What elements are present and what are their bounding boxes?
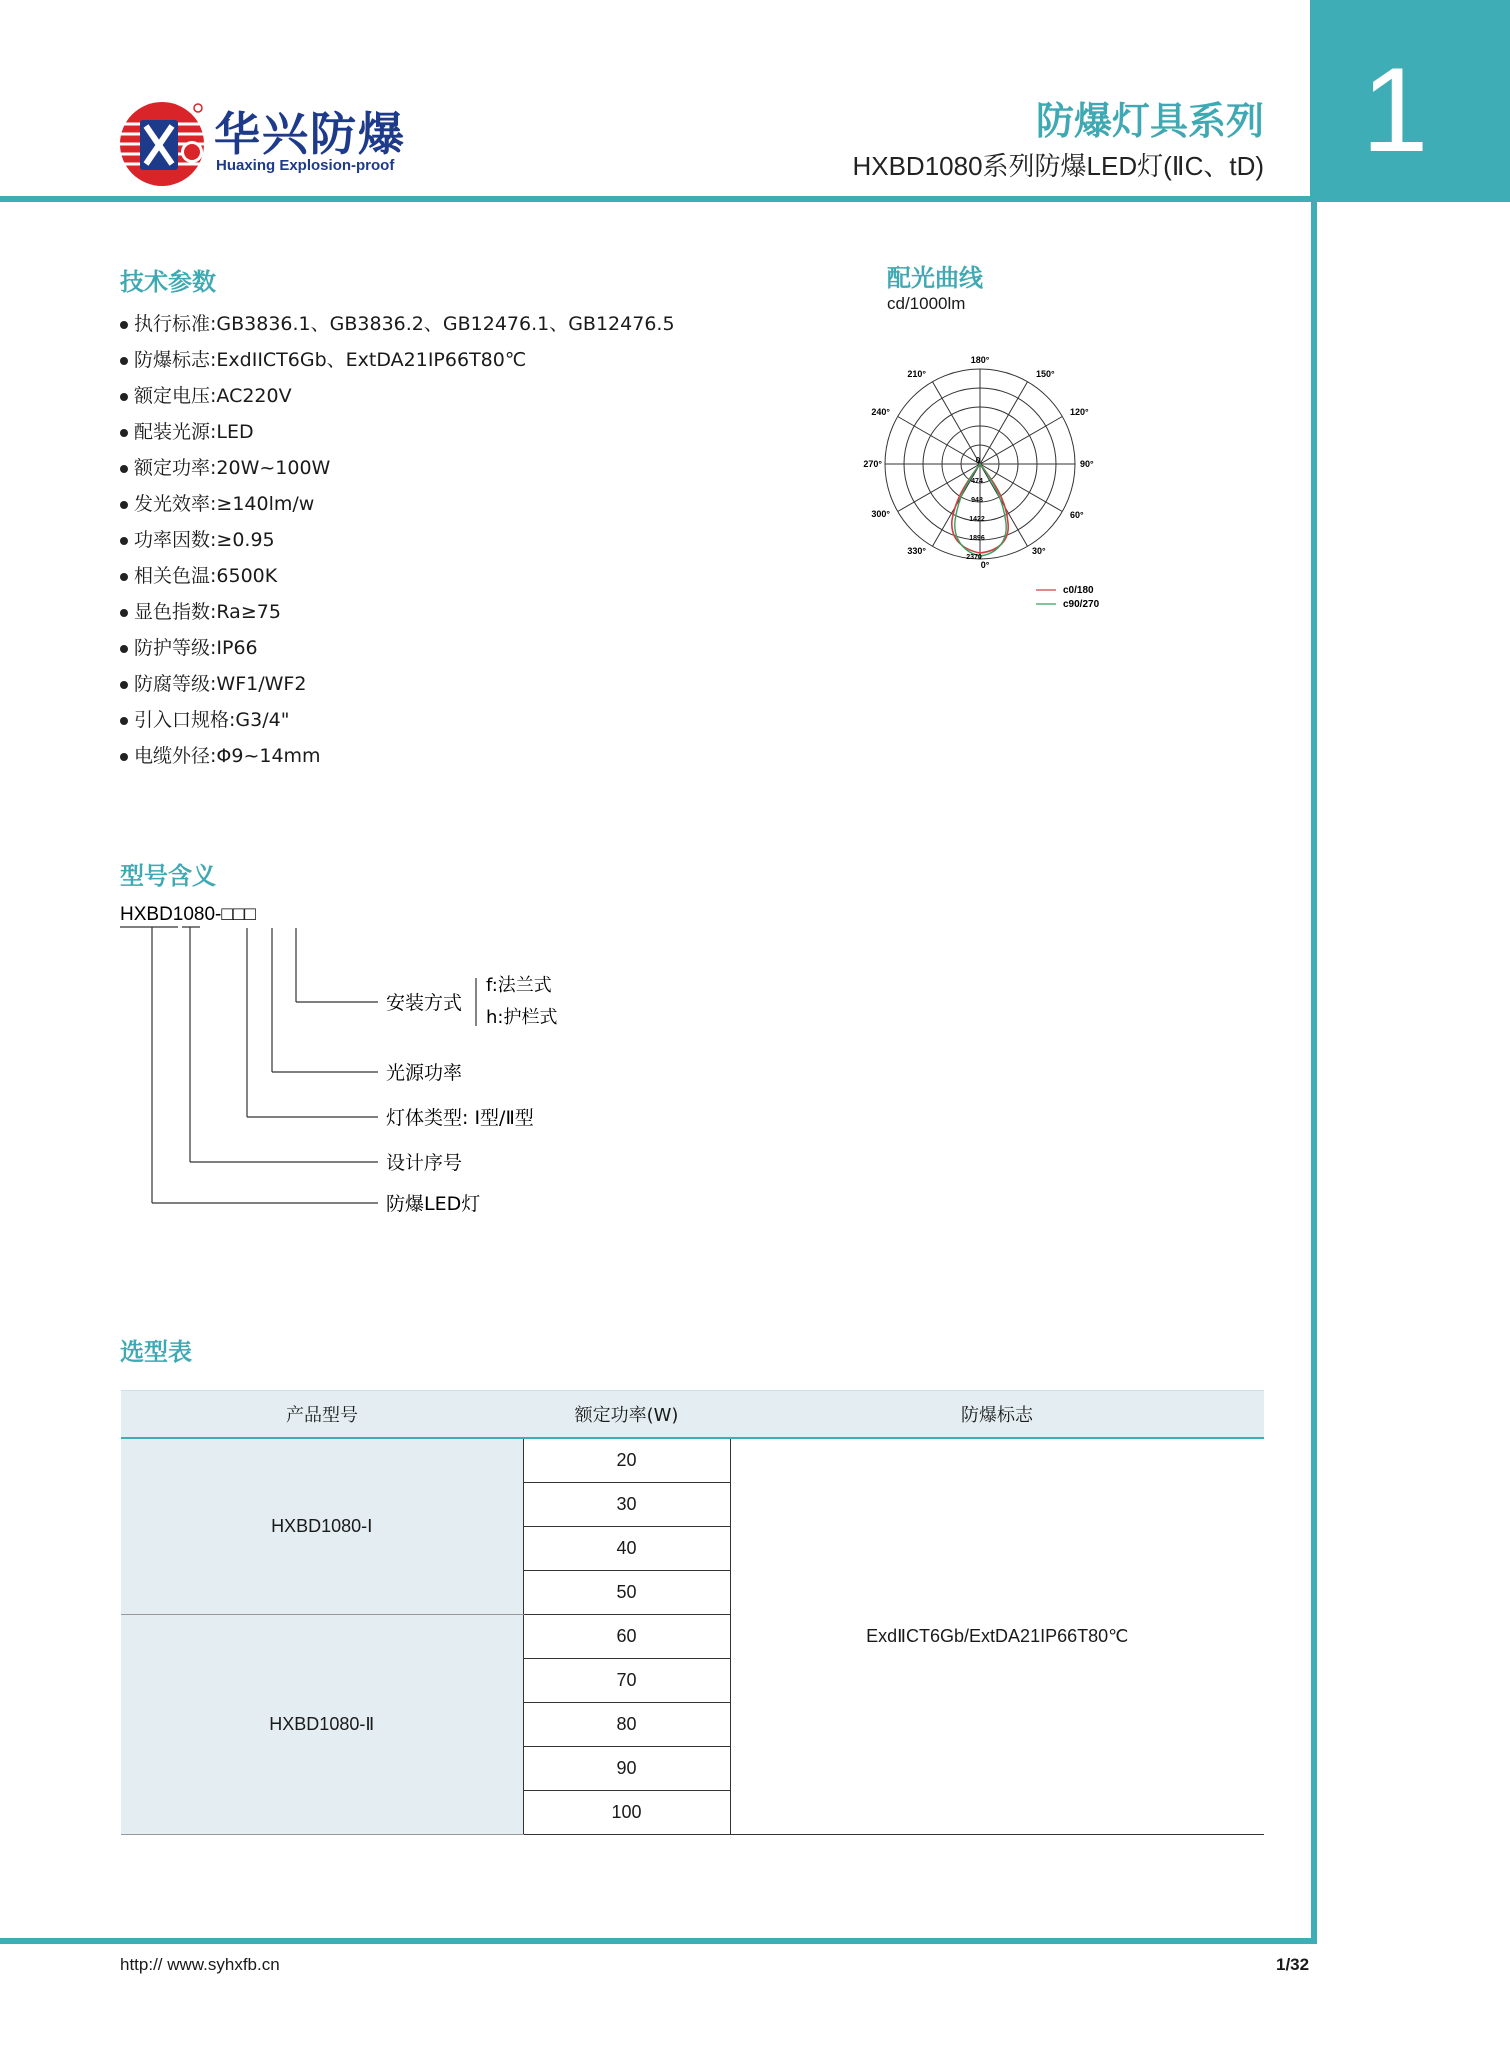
- header-divider: [0, 196, 1310, 202]
- radial-label: 948: [971, 497, 983, 504]
- power-label: 光源功率: [386, 1062, 463, 1084]
- angle-label: 120°: [1070, 407, 1089, 417]
- bullet-icon: [120, 717, 128, 725]
- table-row: [121, 1438, 1264, 1483]
- column-header: 产品型号: [121, 1391, 523, 1439]
- spec-item: 电缆外径:Φ9~14mm: [120, 738, 675, 774]
- power-cell: 90: [523, 1747, 730, 1791]
- footer-url[interactable]: http:// www.syhxfb.cn: [120, 1955, 280, 1974]
- series-title: 防爆灯具系列: [1035, 99, 1264, 143]
- model-code-diagram: [120, 900, 640, 1230]
- column-header: 额定功率(W): [523, 1391, 730, 1439]
- bullet-icon: [120, 753, 128, 761]
- bullet-icon: [120, 321, 128, 329]
- spec-item: 防腐等级:WF1/WF2: [120, 666, 675, 702]
- selection-title: 选型表: [120, 1338, 192, 1366]
- model-cell: HXBD1080-Ⅱ: [121, 1615, 523, 1835]
- power-cell: 20: [523, 1438, 730, 1483]
- selection-table: [121, 1390, 1264, 1835]
- curve-unit: cd/1000lm: [887, 294, 966, 313]
- spec-item: 配装光源:LED: [120, 414, 675, 450]
- spec-item: 防护等级:IP66: [120, 630, 675, 666]
- bullet-icon: [120, 393, 128, 401]
- brand-name-cn: 华兴防爆: [214, 107, 406, 161]
- radial-label: 1422: [969, 516, 985, 523]
- angle-label: 180°: [970, 355, 990, 365]
- power-cell: 40: [523, 1527, 730, 1571]
- power-cell: 70: [523, 1659, 730, 1703]
- legend-label: c90/270: [1063, 599, 1100, 610]
- curve-title: 配光曲线: [887, 264, 983, 292]
- chapter-number: 1: [1361, 43, 1429, 177]
- body-type-label: 灯体类型: Ⅰ型/Ⅱ型: [386, 1107, 534, 1129]
- design-number-label: 设计序号: [386, 1152, 463, 1174]
- bullet-icon: [120, 465, 128, 473]
- product-title: HXBD1080系列防爆LED灯(ⅡC、tD): [852, 151, 1264, 181]
- polar-diagram: [860, 345, 1260, 615]
- table-header-row: [121, 1391, 1264, 1439]
- angle-label: 300°: [871, 509, 890, 519]
- spec-item: 发光效率:≥140lm/w: [120, 486, 675, 522]
- bullet-icon: [120, 357, 128, 365]
- bullet-icon: [120, 429, 128, 437]
- model-cell: HXBD1080-Ⅰ: [121, 1438, 523, 1615]
- angle-label: 210°: [907, 369, 926, 379]
- spec-item: 额定电压:AC220V: [120, 378, 675, 414]
- radial-label: 2370: [966, 554, 982, 561]
- spec-item: 功率因数:≥0.95: [120, 522, 675, 558]
- spec-item: 额定功率:20W~100W: [120, 450, 675, 486]
- bullet-icon: [120, 609, 128, 617]
- spec-item: 执行标准:GB3836.1、GB3836.2、GB12476.1、GB12476.5: [120, 306, 675, 342]
- power-cell: 80: [523, 1703, 730, 1747]
- brand-name-en: Huaxing Explosion-proof: [216, 157, 395, 174]
- bullet-icon: [120, 537, 128, 545]
- spec-item: 相关色温:6500K: [120, 558, 675, 594]
- power-cell: 100: [523, 1791, 730, 1835]
- radial-label: 474: [971, 478, 983, 485]
- specs-list: [120, 306, 675, 774]
- spec-item: 显色指数:Ra≥75: [120, 594, 675, 630]
- install-option-f: f:法兰式: [486, 975, 552, 996]
- legend-label: c0/180: [1063, 585, 1094, 596]
- footer-divider: [0, 1938, 1317, 1944]
- angle-label: 150°: [1036, 369, 1055, 379]
- angle-label: 60°: [1070, 510, 1084, 520]
- angle-label: 90°: [1080, 459, 1094, 469]
- bullet-icon: [120, 645, 128, 653]
- radial-label: 0: [975, 456, 981, 465]
- install-method-label: 安装方式: [386, 992, 463, 1014]
- power-cell: 30: [523, 1483, 730, 1527]
- radial-label: 1896: [969, 535, 985, 542]
- model-code: HXBD1080-□□□: [120, 904, 256, 925]
- page-number: 1/32: [1276, 1955, 1310, 1974]
- power-cell: 50: [523, 1571, 730, 1615]
- angle-label: 0°: [980, 560, 990, 570]
- column-header: 防爆标志: [730, 1391, 1264, 1439]
- power-cell: 60: [523, 1615, 730, 1659]
- bullet-icon: [120, 501, 128, 509]
- bullet-icon: [120, 681, 128, 689]
- right-border: [1311, 196, 1317, 1944]
- ex-mark-cell: ExdⅡCT6Gb/ExtDA21IP66T80℃: [730, 1438, 1264, 1835]
- spec-item: 防爆标志:ExdIICT6Gb、ExtDA21IP66T80℃: [120, 342, 675, 378]
- specs-title: 技术参数: [120, 268, 216, 296]
- spec-item: 引入口规格:G3/4": [120, 702, 675, 738]
- bullet-icon: [120, 573, 128, 581]
- angle-label: 240°: [871, 407, 890, 417]
- lamp-label: 防爆LED灯: [386, 1193, 481, 1215]
- angle-label: 330°: [907, 546, 926, 556]
- model-meaning-title: 型号含义: [120, 862, 216, 890]
- angle-label: 30°: [1032, 546, 1046, 556]
- install-option-h: h:护栏式: [486, 1007, 558, 1028]
- angle-label: 270°: [863, 459, 882, 469]
